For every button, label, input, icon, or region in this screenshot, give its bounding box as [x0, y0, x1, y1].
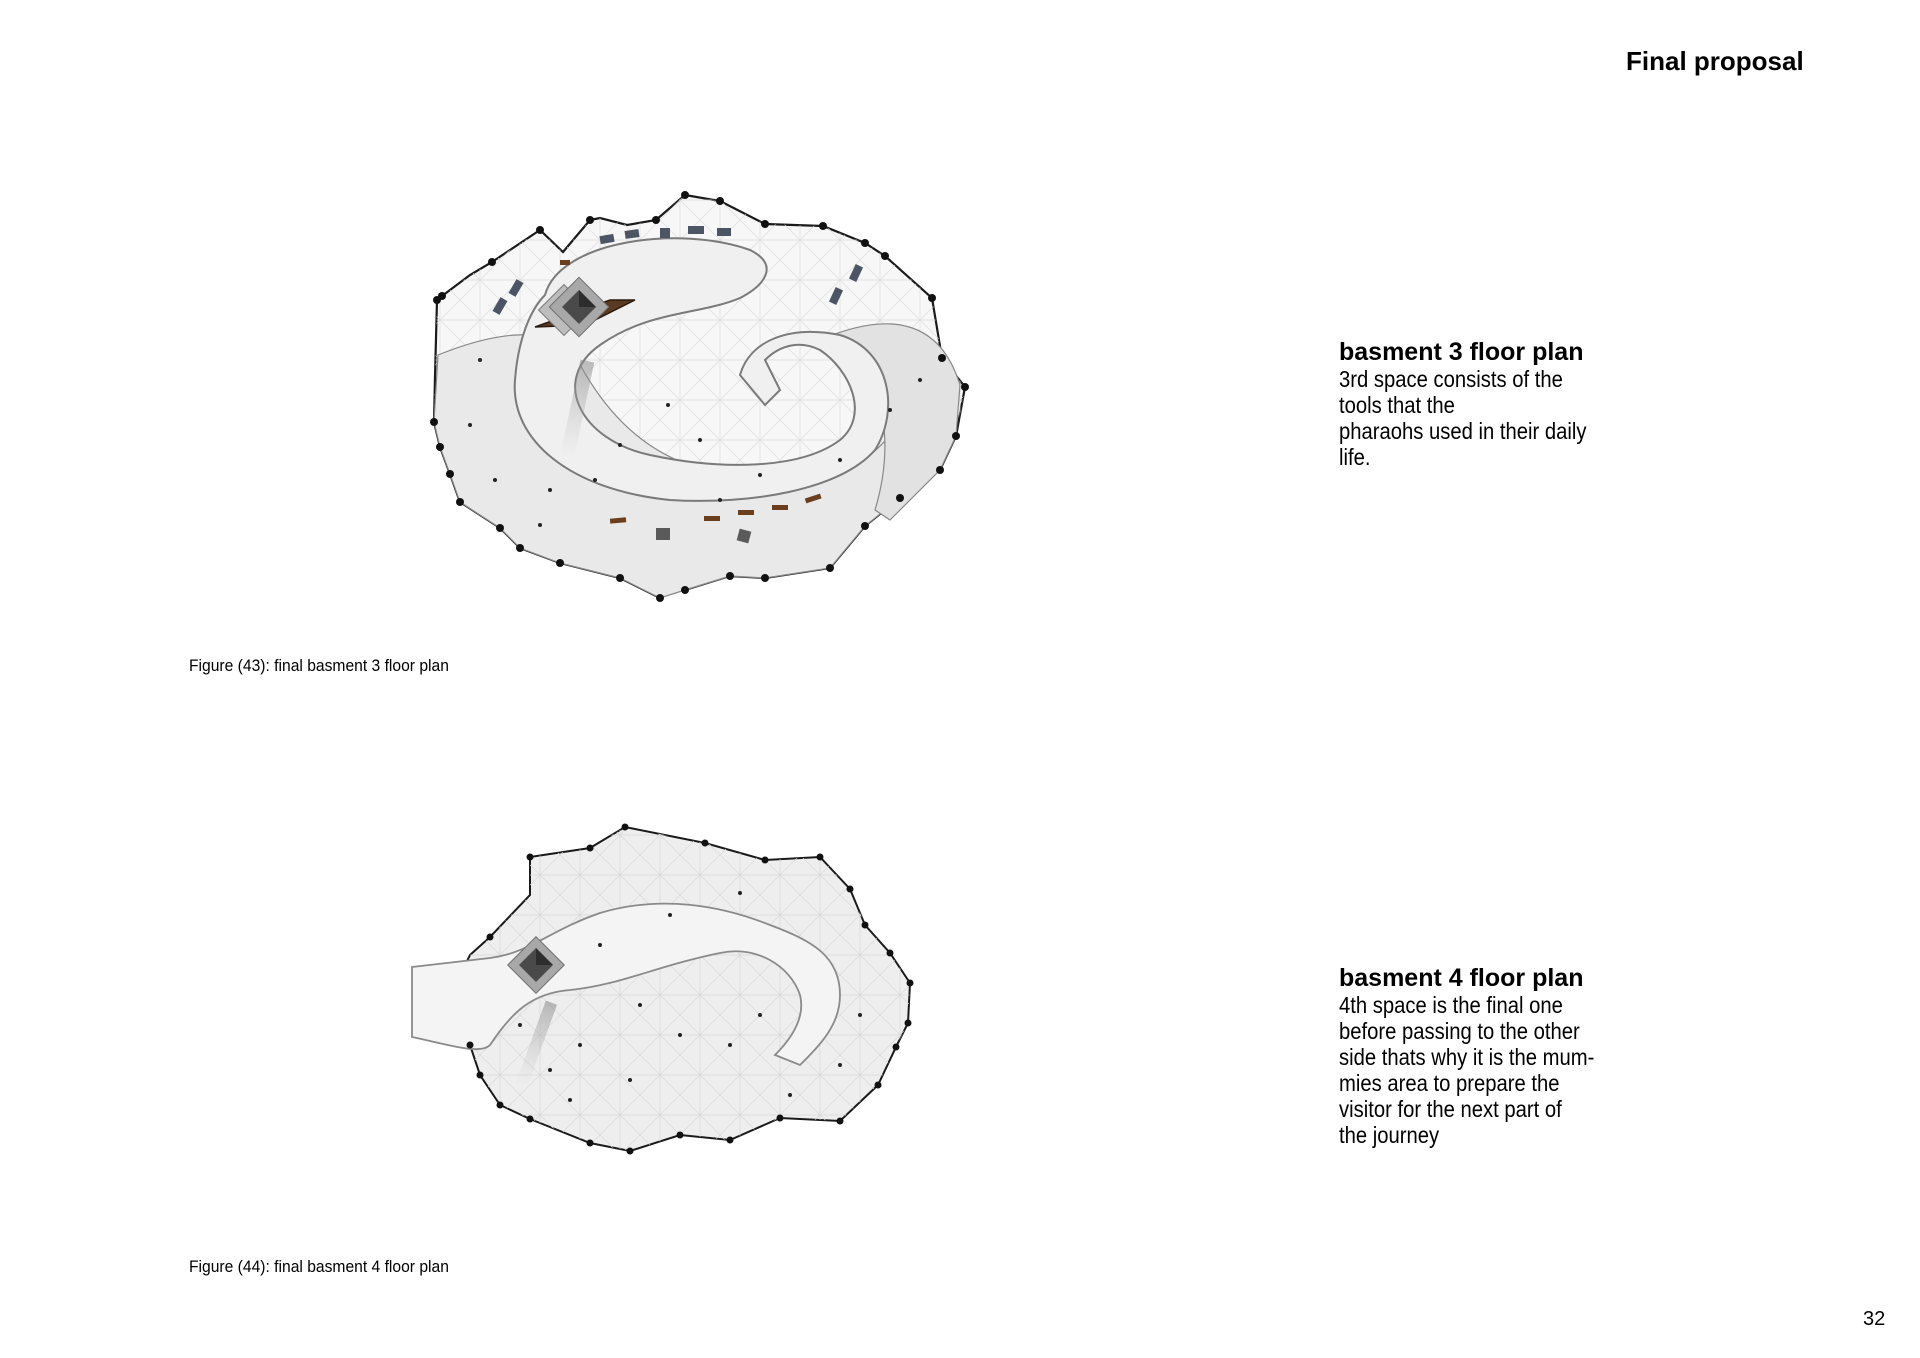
basement-3-description: [1339, 338, 1639, 470]
basement-4-line: the journey: [1339, 1122, 1440, 1148]
basement-4-line: before passing to the other: [1339, 1018, 1580, 1044]
basement-4-body: [1339, 992, 1638, 1148]
basement-3-line: 3rd space consists of the: [1339, 366, 1563, 392]
floor-plan-3-icon: [420, 180, 1000, 620]
basement-3-line: tools that the: [1339, 392, 1455, 418]
basement-3-plan-drawing: [420, 180, 1000, 620]
basement-4-plan-drawing: [400, 815, 970, 1175]
basement-3-line: pharaohs used in their daily: [1339, 418, 1587, 444]
page-header-title: Final proposal: [1626, 46, 1804, 76]
basement-3-line: life.: [1339, 444, 1371, 470]
basement-4-line: 4th space is the final one: [1339, 992, 1563, 1018]
basement-4-line: visitor for the next part of: [1339, 1096, 1562, 1122]
basement-4-description: [1339, 964, 1639, 1148]
basement-4-line: mies area to prepare the: [1339, 1070, 1560, 1096]
figure-43-caption: Figure (43): final basment 3 floor plan: [189, 656, 449, 675]
basement-3-title: basment 3 floor plan: [1339, 338, 1584, 366]
basement-4-title: basment 4 floor plan: [1339, 964, 1584, 992]
basement-3-body: [1339, 366, 1638, 470]
floor-plan-4-icon: [400, 815, 970, 1175]
figure-44-caption: Figure (44): final basment 4 floor plan: [189, 1257, 449, 1276]
page-number: 32: [1863, 1308, 1886, 1330]
basement-4-line: side thats why it is the mum-: [1339, 1044, 1595, 1070]
